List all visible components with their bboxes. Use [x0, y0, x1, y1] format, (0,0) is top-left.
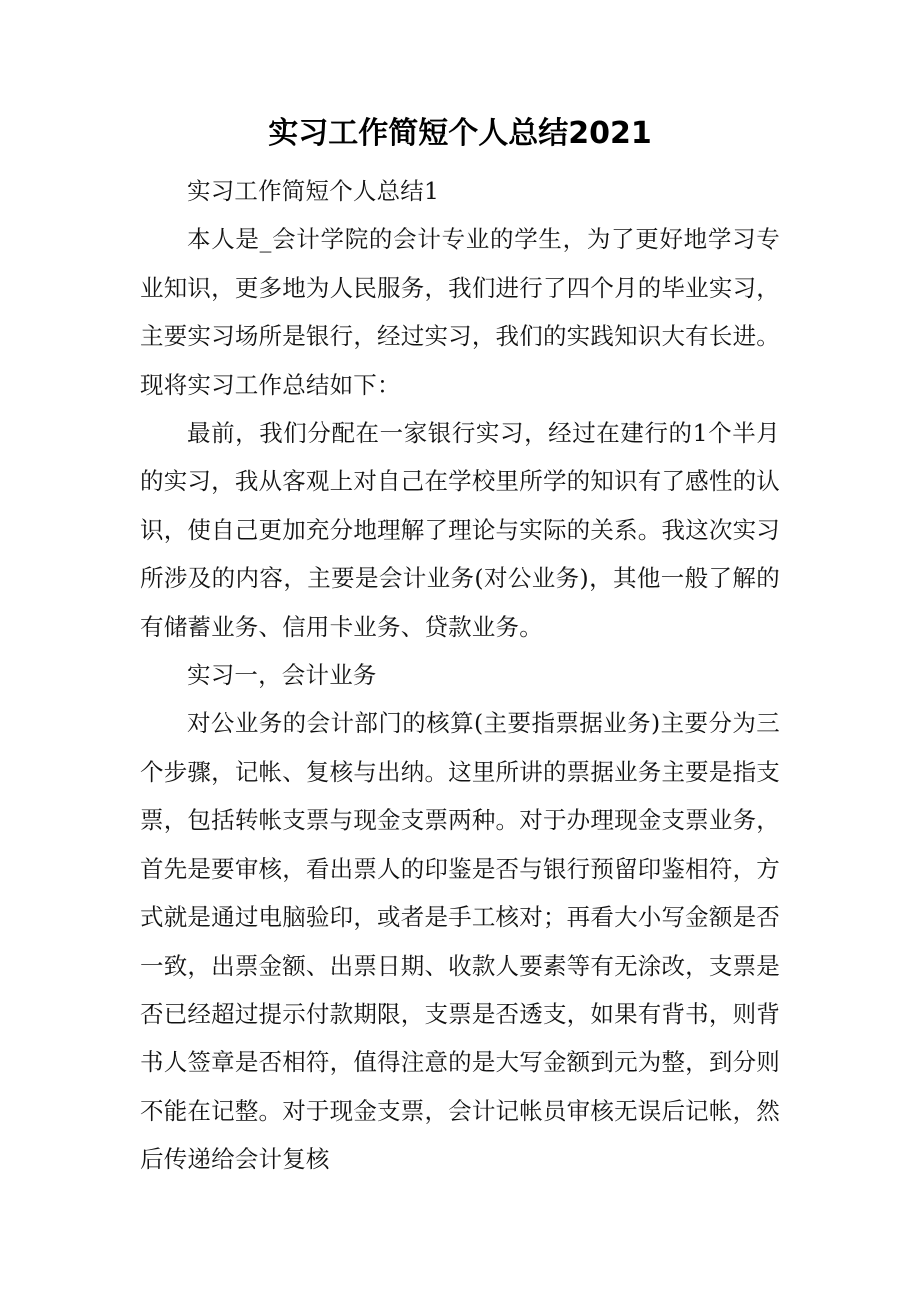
- document-title: 实习工作简短个人总结2021: [268, 116, 652, 151]
- paragraph-accounting-details: 对公业务的会计部门的核算(主要指票据业务)主要分为三个步骤，记帐、复核与出纳。这里所讲的票据业务主要是指支票，包括转帐支票与现金支票两种。对于办理现金支票业务，首先是要审核，看出票人的印鉴是否与银行预留印鉴相符，方式就是通过电脑验印，或者是手工核对；再看大小写金额是否一致，出票金额、出票日期、收款人要素等有无涂改，支票是否已经超过提示付款期限，支票是否透支，如果有背书，则背书人签章是否相符，值得注意的是大写金额到元为整，到分则不能在记整。对于现金支票，会计记帐员审核无误后记帐，然后传递给会计复核: [140, 709, 780, 1174]
- paragraph-section-heading: 实习工作简短个人总结1: [187, 177, 440, 205]
- paragraph-introduction: 本人是_会计学院的会计专业的学生，为了更好地学习专业知识，更多地为人民服务，我们进行了四个月的毕业实习，主要实习场所是银行，经过实习，我们的实践知识大有长进。现将实习工作总结如下：: [140, 225, 780, 399]
- paragraph-internship-overview: 最前，我们分配在一家银行实习，经过在建行的1个半月的实习，我从客观上对自己在学校里所学的知识有了感性的认识，使自己更加充分地理解了理论与实际的关系。我这次实习所涉及的内容，主要是会计业务(对公业务)，其他一般了解的有储蓄业务、信用卡业务、贷款业务。: [140, 419, 780, 641]
- document-body: [140, 167, 780, 1184]
- paragraph-subheading-accounting: 实习一，会计业务: [187, 661, 377, 690]
